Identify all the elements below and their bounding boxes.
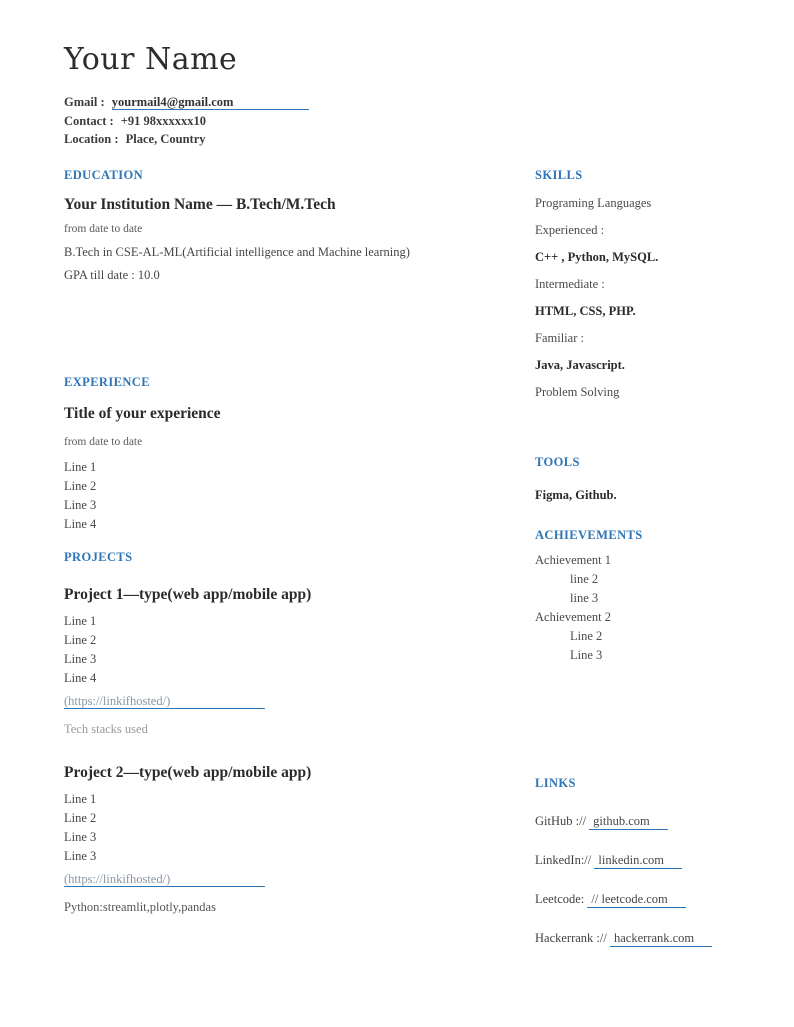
experience-lines xyxy=(64,458,534,534)
hackerrank-link[interactable]: hackerrank.com xyxy=(610,931,712,947)
achievement-subline: line 3 xyxy=(570,591,599,605)
experience-dates: from date to date xyxy=(64,436,143,448)
project-1-link[interactable]: (https://linkifhosted/) xyxy=(64,694,265,709)
project-line: Line 1 xyxy=(64,614,97,628)
experience-title: Title of your experience xyxy=(64,405,221,422)
project-line: Line 3 xyxy=(64,849,97,863)
contact-row-location xyxy=(64,130,664,149)
linkedin-link[interactable]: linkedin.com xyxy=(594,853,682,869)
gmail-link[interactable]: yourmail4@gmail.com xyxy=(112,95,310,110)
header xyxy=(64,42,664,149)
skill-row: Familiar : xyxy=(535,331,584,345)
achievement-subline: Line 2 xyxy=(570,629,603,643)
project-line: Line 1 xyxy=(64,792,97,806)
experience-line: Line 4 xyxy=(64,517,97,531)
skill-row: C++ , Python, MySQL. xyxy=(535,250,659,264)
link-row-leetcode xyxy=(535,891,785,908)
left-column xyxy=(64,168,534,915)
project-1-title: Project 1—type(web app/mobile app) xyxy=(64,586,312,603)
project-2-link-row xyxy=(64,871,534,887)
tools-value: Figma, Github. xyxy=(535,488,617,502)
project-1-link-row xyxy=(64,693,534,709)
achievement-item: Achievement 2 xyxy=(535,610,612,624)
project-line: Line 4 xyxy=(64,671,97,685)
link-row-linkedin xyxy=(535,852,785,869)
education-degree: B.Tech in CSE-AL-ML(Artificial intelligence and Machine learning) xyxy=(64,245,410,259)
link-row-hackerrank xyxy=(535,930,785,947)
experience-line: Line 1 xyxy=(64,460,97,474)
project-2-title: Project 2—type(web app/mobile app) xyxy=(64,764,312,781)
skill-row: Problem Solving xyxy=(535,385,620,399)
project-2-lines xyxy=(64,790,534,866)
achievement-subline: Line 3 xyxy=(570,648,603,662)
skill-row: Experienced : xyxy=(535,223,605,237)
project-2-link[interactable]: (https://linkifhosted/) xyxy=(64,872,265,887)
location-label: Location : xyxy=(64,132,119,146)
education-dates: from date to date xyxy=(64,223,143,235)
contact-row-phone xyxy=(64,112,664,131)
skills-heading: SKILLS xyxy=(535,168,583,182)
project-1-lines xyxy=(64,612,534,688)
skills-list xyxy=(535,190,785,406)
leetcode-label: Leetcode: xyxy=(535,892,585,906)
experience-line: Line 3 xyxy=(64,498,97,512)
experience-heading: EXPERIENCE xyxy=(64,375,150,389)
contact-row-gmail xyxy=(64,93,664,112)
right-column xyxy=(535,168,785,947)
project-2-tech: Python:streamlit,plotly,pandas xyxy=(64,900,216,914)
links-heading: LINKS xyxy=(535,776,576,790)
gmail-label: Gmail : xyxy=(64,95,105,109)
contact-value: +91 98xxxxxx10 xyxy=(120,113,207,128)
project-line: Line 3 xyxy=(64,830,97,844)
achievements-list xyxy=(535,551,785,665)
project-1-tech: Tech stacks used xyxy=(64,722,148,736)
projects-heading: PROJECTS xyxy=(64,550,133,564)
achievements-heading: ACHIEVEMENTS xyxy=(535,528,643,542)
education-institution: Your Institution Name — B.Tech/M.Tech xyxy=(64,196,336,213)
page-title: Your Name xyxy=(64,42,238,77)
skill-row: Java, Javascript. xyxy=(535,358,625,372)
skill-row: Intermediate : xyxy=(535,277,605,291)
education-heading: EDUCATION xyxy=(64,168,144,182)
hackerrank-label: Hackerrank :// xyxy=(535,931,607,945)
skill-row: Programing Languages xyxy=(535,196,652,210)
github-link[interactable]: github.com xyxy=(589,814,668,830)
contact-label: Contact : xyxy=(64,113,114,128)
location-value: Place, Country xyxy=(125,132,206,146)
experience-line: Line 2 xyxy=(64,479,97,493)
github-label: GitHub :// xyxy=(535,814,587,828)
project-line: Line 2 xyxy=(64,633,97,647)
project-line: Line 2 xyxy=(64,811,97,825)
project-line: Line 3 xyxy=(64,652,97,666)
link-row-github xyxy=(535,813,785,830)
skill-row: HTML, CSS, PHP. xyxy=(535,304,636,318)
achievement-subline: line 2 xyxy=(570,572,599,586)
tools-heading: TOOLS xyxy=(535,455,580,469)
achievement-item: Achievement 1 xyxy=(535,553,612,567)
education-gpa: GPA till date : 10.0 xyxy=(64,268,160,282)
leetcode-link[interactable]: // leetcode.com xyxy=(587,892,685,908)
linkedin-label: LinkedIn:// xyxy=(535,853,592,867)
